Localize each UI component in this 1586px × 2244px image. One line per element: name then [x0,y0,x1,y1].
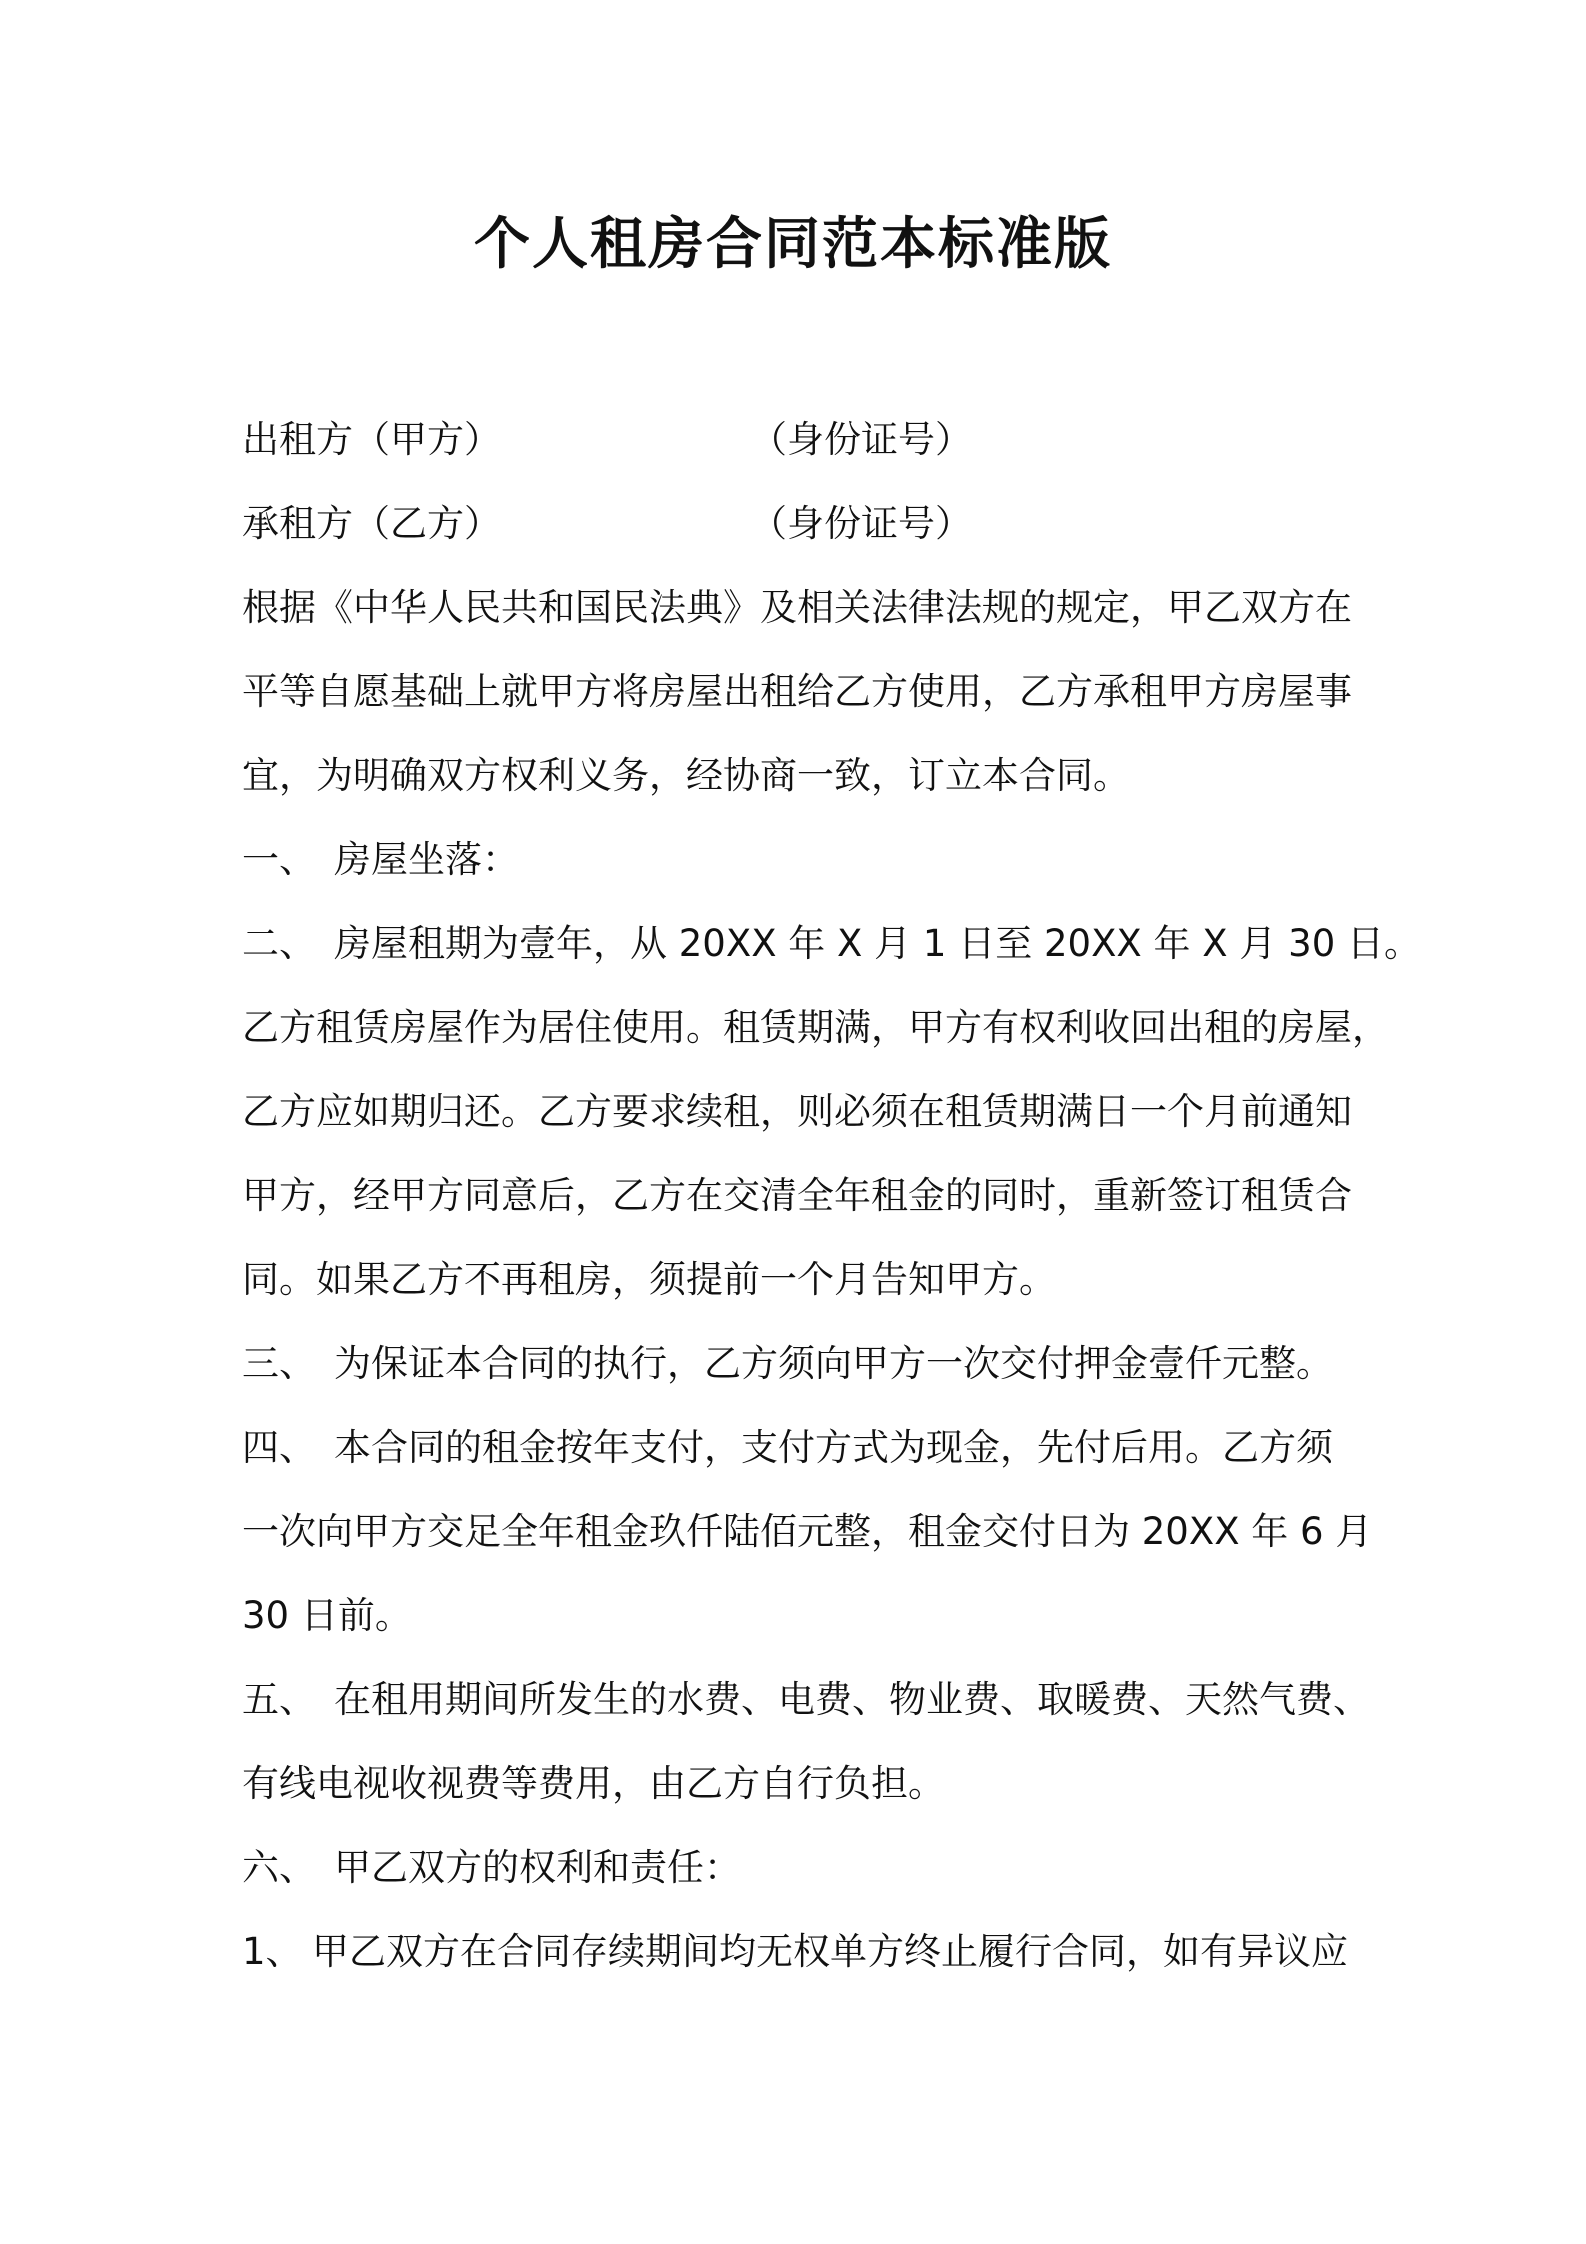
party-b-line [242,482,1392,566]
contract-body [242,398,1422,1994]
sub-clause-1-number: 1、 [242,1930,303,1973]
clause-4-number: 四、 [242,1426,316,1469]
document-title: 个人租房合同范本标准版 [474,212,1112,277]
intro-line: 宜，为明确双方权利义务，经协商一致，订立本合同。 [242,754,1130,797]
clause-6 [242,1826,1392,1910]
clause-6-number: 六、 [242,1846,316,1889]
party-a-line [242,398,1392,482]
clause-1-text: 房屋坐落： [334,838,519,881]
clause-4-line: 一次向甲方交足全年租金玖仟陆佰元整，租金交付日为 20XX 年 6 月 [242,1510,1373,1553]
clause-5-number: 五、 [242,1678,316,1721]
clause-3 [242,1322,1392,1406]
intro-line: 平等自愿基础上就甲方将房屋出租给乙方使用，乙方承租甲方房屋事 [242,670,1352,713]
clause-2-line: 甲方，经甲方同意后，乙方在交清全年租金的同时，重新签订租赁合 [242,1174,1352,1217]
clause-1 [242,818,1392,902]
party-b-id-label: （身份证号） [750,502,972,545]
clause-5-line: 有线电视收视费等费用，由乙方自行负担。 [242,1762,945,1805]
party-a-id-label: （身份证号） [750,418,972,461]
clause-2-line: 乙方应如期归还。乙方要求续租，则必须在租赁期满日一个月前通知 [242,1090,1352,1133]
intro-line: 根据《中华人民共和国民法典》及相关法律法规的规定，甲乙双方在 [242,586,1352,629]
clause-2 [242,902,1422,986]
clause-1-number: 一、 [242,838,316,881]
clause-6-text: 甲乙双方的权利和责任： [334,1846,741,1889]
party-b-label: 承租方（乙方） [242,502,501,545]
party-a-label: 出租方（甲方） [242,418,501,461]
clause-2-line: 乙方租赁房屋作为居住使用。租赁期满，甲方有权利收回出租的房屋， [242,1006,1389,1049]
clause-4-first-line: 本合同的租金按年支付，支付方式为现金，先付后用。乙方须 [334,1426,1333,1469]
clause-3-number: 三、 [242,1342,316,1385]
clause-3-text: 为保证本合同的执行，乙方须向甲方一次交付押金壹仟元整。 [334,1342,1333,1385]
clause-2-number: 二、 [242,922,316,965]
sub-clause-1-text: 甲乙双方在合同存续期间均无权单方终止履行合同，如有异议应 [312,1930,1348,1973]
clause-5-first-line: 在租用期间所发生的水费、电费、物业费、取暖费、天然气费、 [334,1678,1370,1721]
clause-4-line: 30 日前。 [242,1594,412,1637]
clause-2-first-line: 房屋租期为壹年，从 20XX 年 X 月 1 日至 20XX 年 X 月 30 日。 [334,922,1422,965]
clause-4 [242,1406,1392,1490]
clause-5 [242,1658,1392,1742]
clause-2-line: 同。如果乙方不再租房，须提前一个月告知甲方。 [242,1258,1056,1301]
sub-clause-1 [242,1910,1392,1994]
